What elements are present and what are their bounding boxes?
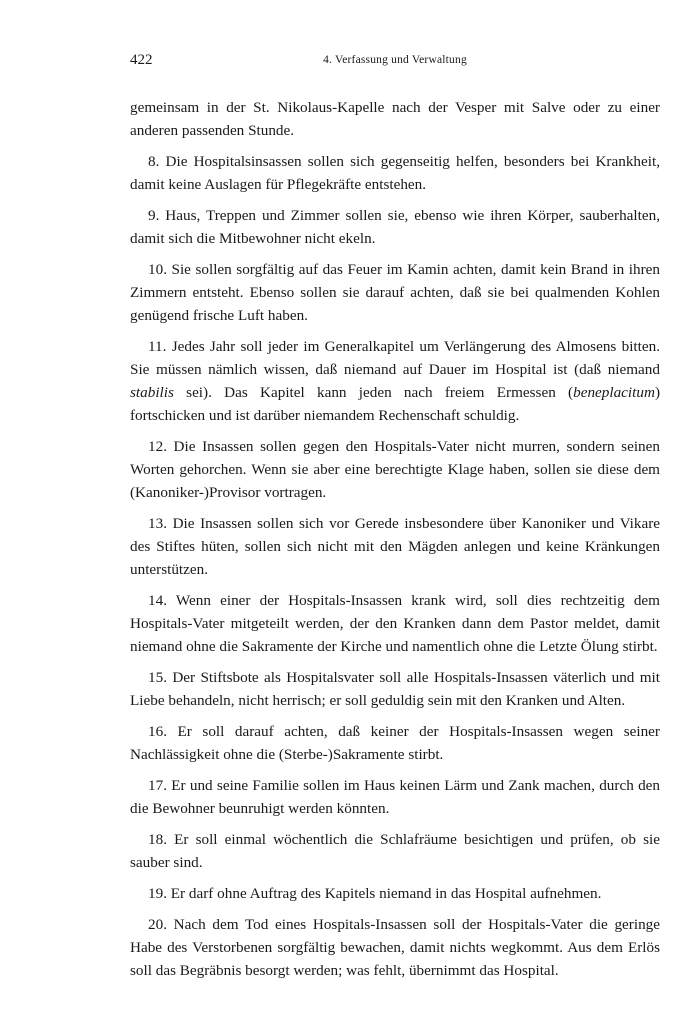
paragraph-9: 9. Haus, Treppen und Zimmer sollen sie, ebenso wie ihren Körper, sauberhalten, damit sich die Mitbewohner nicht ekeln. (130, 207, 660, 247)
paragraph-continuation: gemeinsam in der St. Nikolaus-Kapelle nach der Vesper mit Salve oder zu einer anderen passenden Stunde. (130, 99, 660, 139)
paragraph-12: 12. Die Insassen sollen gegen den Hospitals-Vater nicht murren, sondern seinen Worten gehorchen. Wenn sie aber eine berechtigte Klage haben, sollen sie diese dem (Kanoniker-)Provisor vortragen. (130, 438, 660, 501)
paragraph-15: 15. Der Stiftsbote als Hospitalsvater soll alle Hospitals-Insassen väterlich und mit Liebe behandeln, nicht herrisch; er soll geduldig sein mit den Kranken und Alten. (130, 669, 660, 709)
paragraph-11-text-e: ) fortschicken und ist darüber niemandem Rechenschaft schuldig. (130, 384, 660, 424)
running-head: 4. Verfassung und Verwaltung (323, 54, 467, 66)
paragraph-10: 10. Sie sollen sorgfältig auf das Feuer im Kamin achten, damit kein Brand in ihren Zimmern entsteht. Ebenso sollen sie darauf achten, daß sie bei qualmenden Kohlen genügend frische Luft haben. (130, 261, 660, 324)
latin-term-stabilis: stabilis (130, 384, 174, 401)
body-text (130, 96, 660, 982)
latin-term-beneplacitum: beneplacitum (573, 384, 655, 401)
paragraph-11-text-a: 11. Jedes Jahr soll jeder im Generalkapitel um Verlängerung des Almosens bitten. Sie müssen nämlich wissen, daß niemand auf Dauer im Hospital ist (daß niemand (130, 338, 660, 378)
paragraph-14: 14. Wenn einer der Hospitals-Insassen krank wird, soll dies rechtzeitig dem Hospitals-Vater mitgeteilt werden, der den Kranken dann dem Pastor meldet, damit niemand ohne die Sakramente der Kirche und namentlich ohne die Letzte Ölung stirbt. (130, 592, 660, 655)
document-page (130, 52, 660, 990)
page-header (130, 52, 660, 74)
paragraph-20: 20. Nach dem Tod eines Hospitals-Insassen soll der Hospitals-Vater die geringe Habe des Verstorbenen sorgfältig bewachen, damit nichts wegkommt. Aus dem Erlös soll das Begräbnis besorgt werden; was fehlt, übernimmt das Hospital. (130, 916, 660, 979)
paragraph-13: 13. Die Insassen sollen sich vor Gerede insbesondere über Kanoniker und Vikare des Stiftes hüten, sollen sich nicht mit den Mägden anlegen und keine Kränkungen unterstützen. (130, 515, 660, 578)
paragraph-11 (130, 335, 660, 427)
paragraph-18: 18. Er soll einmal wöchentlich die Schlafräume besichtigen und prüfen, ob sie sauber sind. (130, 831, 660, 871)
paragraph-11-text-c: sei). Das Kapitel kann jeden nach freiem Ermessen ( (173, 384, 574, 401)
page-number: 422 (130, 52, 153, 68)
paragraph-16: 16. Er soll darauf achten, daß keiner der Hospitals-Insassen wegen seiner Nachlässigkeit ohne die (Sterbe-)Sakramente stirbt. (130, 723, 660, 763)
paragraph-19: 19. Er darf ohne Auftrag des Kapitels niemand in das Hospital aufnehmen. (148, 885, 602, 902)
paragraph-8: 8. Die Hospitalsinsassen sollen sich gegenseitig helfen, besonders bei Krankheit, damit keine Auslagen für Pflegekräfte entstehen. (130, 153, 660, 193)
paragraph-17: 17. Er und seine Familie sollen im Haus keinen Lärm und Zank machen, durch den die Bewohner beunruhigt werden könnten. (130, 777, 660, 817)
